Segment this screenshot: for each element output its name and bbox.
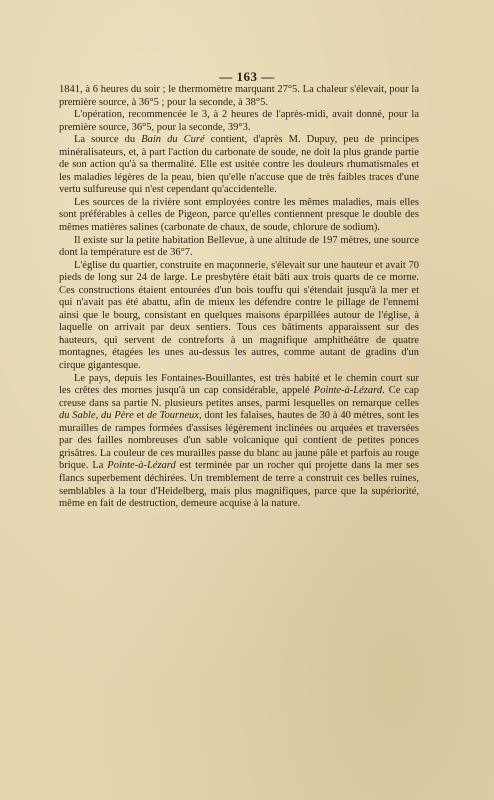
paragraph-7-emphasis: Pointe-à-Lézard [313, 385, 383, 397]
paragraph-7-part: . Ce cap creuse dans sa partie N. plusieurs petites anses, parmi lesquelles on remarque celles [59, 385, 419, 409]
paragraph-3-text-after: contient, d'après M. Dupuy, peu de principes minéralisateurs, et, à part l'action du carbonate de soude, ne doit la plus grande partie de son action qu'à sa thermalité. Elle est usitée contre les douleurs rhumatismales et les maladies légères de la peau, bien qu'elle n'accuse que de très faibles traces d'une vertu sulfureuse qui n'est cependant qu'accidentelle. [59, 134, 419, 196]
paragraph-7-part: Le pays, depuis les Fontaines-Bouillantes, est très habité et le chemin court sur les crêtes des mornes jusqu'à un cap considérable, appelé [59, 372, 419, 397]
paragraph-4: Les sources de la rivière sont employées contre les mêmes maladies, mais elles sont préférables à celles de Pigeon, parce qu'elles contiennent presque le double des mêmes matières salines (carbonate de chaux, de soude, chlorure de sodium). [59, 196, 419, 234]
body-text [59, 84, 419, 511]
paragraph-1: 1841, à 6 heures du soir ; le thermomètre marquant 27°5. La chaleur s'élevait, pour la première source, à 36°5 ; pour la seconde, à 38°5. [59, 84, 419, 108]
paragraph-7-emphasis: de Tourneux [146, 410, 199, 422]
paragraph-7-part: , dont les falaises, hautes de 30 à 40 mètres, sont les murailles de rampes formées d'assises légèrement inclinées ou arquées et traversées par des failles nombreuses d'un sable volcanique qui contient de petites ponces grisâtres. La couleur de ces murailles passe du blanc au jaune pâle et parfois au rouge brique. La [59, 410, 419, 472]
paragraph-7 [59, 373, 419, 511]
paragraph-7-part: et [133, 410, 147, 422]
paragraph-3-emphasis: Bain du Curé [141, 134, 205, 146]
paragraph-7-part: est terminée par un rocher qui projette dans la mer ses flancs superbement déchirées. Un tremblement de terre a construit ces belles ruines, semblables à la tour d'Heidelberg, mais plus magnifiques, parce que la supériorité, même en fait de destruction, demeure acquise à la nature. [59, 460, 419, 510]
paragraph-5: Il existe sur la petite habitation Bellevue, à une altitude de 197 mètres, une source dont la température est de 36°7. [59, 234, 419, 259]
paragraph-7-emphasis: Pointe-à-Lézard [107, 460, 176, 472]
paragraph-2: L'opération, recommencée le 3, à 2 heures de l'après-midi, avait donné, pour la première source, 36°5, pour la seconde, 39°3. [59, 109, 419, 133]
paragraph-7-emphasis: du Sable, du Père [59, 410, 134, 422]
paragraph-6: L'église du quartier, construite en maçonnerie, s'élevait sur une hauteur et avait 70 pieds de long sur 24 de large. Le presbytère était bâti aux trois quarts de ce morne. Ces constructions étaient entourées d'un bois touffu qui s'étendait jusqu'à la mer et qui n'avait pas été abattu, afin de mieux les défendre contre le pillage de l'ennemi ainsi que le bourg, consistant en quelques maisons éparpillées autour de l'église, à laquelle on arrivait par deux sentiers. Tous ces bâtiments apparaissent sur des hauteurs, qui servent de contreforts à un magnifique amphithéâtre de quatre montagnes, étagées les unes au-dessus les autres, comme autant de gradins d'un cirque gigantesque. [59, 259, 419, 372]
paragraph-3 [59, 134, 419, 197]
page-number: — 163 — [219, 69, 275, 84]
paragraph-3-text-before: La source du [74, 134, 142, 146]
